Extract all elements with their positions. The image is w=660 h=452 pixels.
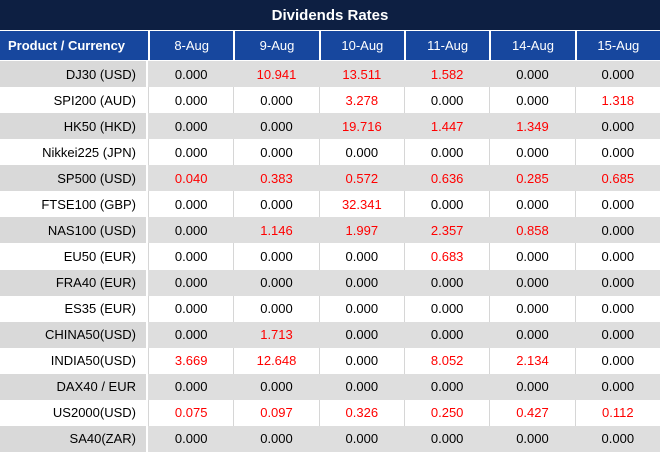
product-cell: DAX40 / EUR [0,374,148,400]
value-cell: 0.000 [575,139,660,165]
value-cell: 0.000 [148,191,233,217]
value-cell: 0.000 [404,270,489,296]
value-cell: 0.000 [489,139,574,165]
product-cell: ES35 (EUR) [0,296,148,322]
product-cell: INDIA50(USD) [0,348,148,374]
value-cell: 0.000 [319,139,404,165]
column-header-date: 10-Aug [319,31,404,61]
value-cell: 0.427 [489,400,574,426]
value-cell: 0.000 [233,296,318,322]
column-header-date: 15-Aug [575,31,660,61]
table-row [0,61,660,87]
value-cell: 0.000 [148,61,233,87]
value-cell: 0.858 [489,217,574,243]
value-cell: 0.000 [404,322,489,348]
value-cell: 0.000 [404,296,489,322]
value-cell: 1.713 [233,322,318,348]
value-cell: 0.000 [233,113,318,139]
value-cell: 0.000 [489,270,574,296]
value-cell: 0.000 [233,139,318,165]
product-cell: CHINA50(USD) [0,322,148,348]
value-cell: 32.341 [319,191,404,217]
product-cell: FTSE100 (GBP) [0,191,148,217]
table-row [0,270,660,296]
value-cell: 0.000 [575,322,660,348]
value-cell: 0.000 [575,296,660,322]
value-cell: 0.040 [148,165,233,191]
value-cell: 10.941 [233,61,318,87]
value-cell: 0.636 [404,165,489,191]
value-cell: 2.357 [404,217,489,243]
value-cell: 0.112 [575,400,660,426]
value-cell: 0.000 [489,426,574,452]
value-cell: 0.075 [148,400,233,426]
value-cell: 0.000 [319,322,404,348]
value-cell: 0.000 [489,374,574,400]
value-cell: 0.000 [148,322,233,348]
value-cell: 1.997 [319,217,404,243]
page-title: Dividends Rates [271,6,389,24]
value-cell: 0.000 [319,243,404,269]
product-cell: HK50 (HKD) [0,113,148,139]
table-row [0,243,660,269]
value-cell: 0.683 [404,243,489,269]
column-header-date: 8-Aug [148,31,233,61]
value-cell: 0.250 [404,400,489,426]
value-cell: 1.447 [404,113,489,139]
column-header-product: Product / Currency [0,31,148,61]
value-cell: 0.000 [148,87,233,113]
value-cell: 0.000 [575,348,660,374]
value-cell: 12.648 [233,348,318,374]
product-cell: NAS100 (USD) [0,217,148,243]
value-cell: 0.000 [233,270,318,296]
value-cell: 1.318 [575,87,660,113]
value-cell: 0.000 [575,426,660,452]
value-cell: 8.052 [404,348,489,374]
column-header-date: 9-Aug [233,31,318,61]
value-cell: 0.000 [233,426,318,452]
value-cell: 0.000 [148,270,233,296]
value-cell: 0.383 [233,165,318,191]
value-cell: 0.097 [233,400,318,426]
value-cell: 0.000 [233,374,318,400]
table-row [0,113,660,139]
value-cell: 0.000 [148,139,233,165]
product-cell: SP500 (USD) [0,165,148,191]
table-row [0,191,660,217]
product-cell: DJ30 (USD) [0,61,148,87]
value-cell: 0.000 [489,191,574,217]
value-cell: 0.000 [489,296,574,322]
value-cell: 0.000 [319,374,404,400]
table-row [0,296,660,322]
value-cell: 0.000 [575,61,660,87]
value-cell: 0.000 [148,296,233,322]
table-row [0,426,660,452]
value-cell: 0.000 [489,243,574,269]
value-cell: 0.000 [319,296,404,322]
table-row [0,165,660,191]
value-cell: 0.000 [575,191,660,217]
value-cell: 1.349 [489,113,574,139]
value-cell: 0.000 [404,374,489,400]
value-cell: 13.511 [319,61,404,87]
table-row [0,139,660,165]
value-cell: 0.000 [233,191,318,217]
value-cell: 0.000 [575,113,660,139]
value-cell: 3.669 [148,348,233,374]
value-cell: 19.716 [319,113,404,139]
table-row [0,87,660,113]
table-body [0,61,660,452]
product-cell: EU50 (EUR) [0,243,148,269]
column-header-date: 11-Aug [404,31,489,61]
value-cell: 0.000 [319,348,404,374]
table-row [0,322,660,348]
value-cell: 0.000 [489,87,574,113]
value-cell: 0.000 [148,374,233,400]
product-cell: SPI200 (AUD) [0,87,148,113]
value-cell: 1.582 [404,61,489,87]
value-cell: 0.000 [489,322,574,348]
value-cell: 0.285 [489,165,574,191]
value-cell: 0.000 [575,374,660,400]
value-cell: 0.000 [404,139,489,165]
value-cell: 0.000 [319,426,404,452]
product-cell: FRA40 (EUR) [0,270,148,296]
value-cell: 0.000 [148,217,233,243]
title-bar [0,0,660,31]
value-cell: 0.000 [148,243,233,269]
value-cell: 0.000 [233,87,318,113]
value-cell: 0.572 [319,165,404,191]
table-row [0,217,660,243]
product-cell: SA40(ZAR) [0,426,148,452]
value-cell: 0.000 [404,87,489,113]
value-cell: 0.326 [319,400,404,426]
product-cell: Nikkei225 (JPN) [0,139,148,165]
value-cell: 0.000 [575,217,660,243]
value-cell: 0.000 [404,426,489,452]
table-row [0,374,660,400]
value-cell: 0.000 [575,270,660,296]
value-cell: 0.000 [575,243,660,269]
header-row [0,31,660,61]
table-row [0,400,660,426]
value-cell: 2.134 [489,348,574,374]
value-cell: 0.000 [148,113,233,139]
value-cell: 0.000 [148,426,233,452]
value-cell: 0.000 [319,270,404,296]
dividends-table [0,31,660,452]
table-row [0,348,660,374]
value-cell: 3.278 [319,87,404,113]
value-cell: 0.000 [233,243,318,269]
value-cell: 0.000 [404,191,489,217]
product-cell: US2000(USD) [0,400,148,426]
column-header-date: 14-Aug [489,31,574,61]
value-cell: 0.685 [575,165,660,191]
value-cell: 1.146 [233,217,318,243]
value-cell: 0.000 [489,61,574,87]
